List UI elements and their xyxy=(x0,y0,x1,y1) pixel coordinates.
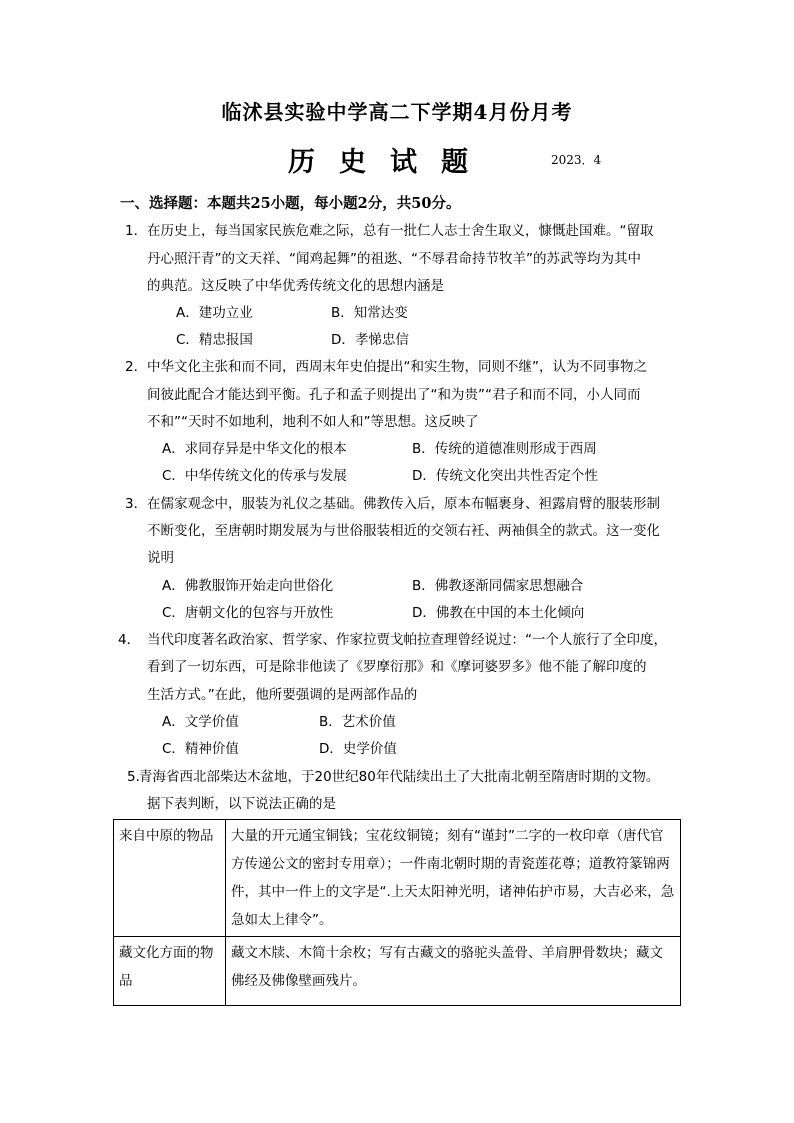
option-b: B．传统的道德准则形成于西周 xyxy=(412,441,597,457)
question-text: 生活方式。”在此，他所要强调的是两部作品的 xyxy=(147,687,418,703)
question-text: 不和”“天时不如地利，地利不如人和”等思想。这反映了 xyxy=(147,414,479,430)
question-number: 4． xyxy=(118,632,141,648)
option-c: C．唐朝文化的包容与开放性 xyxy=(162,605,334,621)
option-a: A．佛教服饰开始走向世俗化 xyxy=(162,578,334,594)
question-number: 5. xyxy=(127,769,140,785)
table-row xyxy=(114,820,681,937)
table-cell-label: 藏文化方面的物品 xyxy=(114,937,226,1006)
question-text: 当代印度著名政治家、哲学家、作家拉贾戈帕拉查理曾经说过：“一个人旅行了全印度， xyxy=(147,632,667,648)
exam-title: 临沭县实验中学高二下学期4月份月考 xyxy=(221,100,573,124)
option-b: B．佛教逐渐同儒家思想融合 xyxy=(412,578,584,594)
option-c: C．精忠报国 xyxy=(176,332,253,348)
option-b: B．艺术价值 xyxy=(319,714,396,730)
option-d: D．孝悌忠信 xyxy=(331,332,409,348)
exam-date: 2023．4 xyxy=(551,153,602,167)
table-row xyxy=(114,937,681,1006)
question-text: 据下表判断，以下说法正确的是 xyxy=(147,796,336,812)
option-c: C．中华传统文化的传承与发展 xyxy=(162,468,347,484)
option-d: D．传统文化突出共性否定个性 xyxy=(412,468,598,484)
question-text: 间彼此配合才能达到平衡。孔子和孟子则提出了“和为贵”“君子和而不同，小人同而 xyxy=(147,387,641,403)
question-text: 不断变化，至唐朝时期发展为与世俗服装相近的交领右衽、两袖俱全的款式。这一变化 xyxy=(147,523,660,539)
question-text: 在历史上，每当国家民族危难之际，总有一批仁人志士舍生取义，慷慨赴国难。“留取 xyxy=(147,223,654,239)
question-text: 在儒家观念中，服装为礼仪之基础。佛教传入后，原本布幅裹身、袒露肩臂的服装形制 xyxy=(147,496,660,512)
option-a: A．文学价值 xyxy=(162,714,239,730)
section-heading: 一、选择题：本题共25小题，每小题2分，共50分。 xyxy=(120,195,461,212)
artifact-table xyxy=(113,819,681,1006)
question-text: 丹心照汗青”的文天祥、“闻鸡起舞”的祖逖、“不辱君命持节牧羊”的苏武等均为其中 xyxy=(147,251,641,267)
option-d: D．佛教在中国的本土化倾向 xyxy=(412,605,585,621)
question-text: 中华文化主张和而不同，西周末年史伯提出“和实生物，同则不继”，认为不同事物之 xyxy=(147,359,647,375)
question-number: 1． xyxy=(125,223,148,239)
option-a: A．求同存异是中华文化的根本 xyxy=(162,441,347,457)
table-cell-content: 藏文木牍、木简十余枚；写有古藏文的骆驼头盖骨、羊肩胛骨数块；藏文佛经及佛像壁画残片。 xyxy=(226,937,681,1006)
question-text: 说明 xyxy=(147,550,174,566)
question-text: 看到了一切东西，可是除非他读了《罗摩衍那》和《摩诃婆罗多》他不能了解印度的 xyxy=(147,659,647,675)
exam-subject: 历史试题 xyxy=(288,147,492,178)
option-a: A．建功立业 xyxy=(176,305,253,321)
option-d: D．史学价值 xyxy=(319,741,397,757)
question-text: 的典范。这反映了中华优秀传统文化的思想内涵是 xyxy=(147,278,444,294)
option-b: B．知常达变 xyxy=(331,305,408,321)
option-c: C．精神价值 xyxy=(162,741,239,757)
question-number: 3． xyxy=(125,496,148,512)
table-cell-content: 大量的开元通宝铜钱；宝花纹铜镜；刻有“谨封”二字的一枚印章（唐代官方传递公文的密封专用章）；一件南北朝时期的青瓷莲花尊；道教符篆锦两件，其中一件上的文字是“.上天太阳神光明，诸神佑护市易，大吉必来，急急如太上律令”。 xyxy=(226,820,681,937)
table-cell-label: 来自中原的物品 xyxy=(114,820,226,937)
question-text: 青海省西北部柴达木盆地，于20世纪80年代陆续出土了大批南北朝至隋唐时期的文物。 xyxy=(139,769,660,785)
question-number: 2． xyxy=(125,359,148,375)
